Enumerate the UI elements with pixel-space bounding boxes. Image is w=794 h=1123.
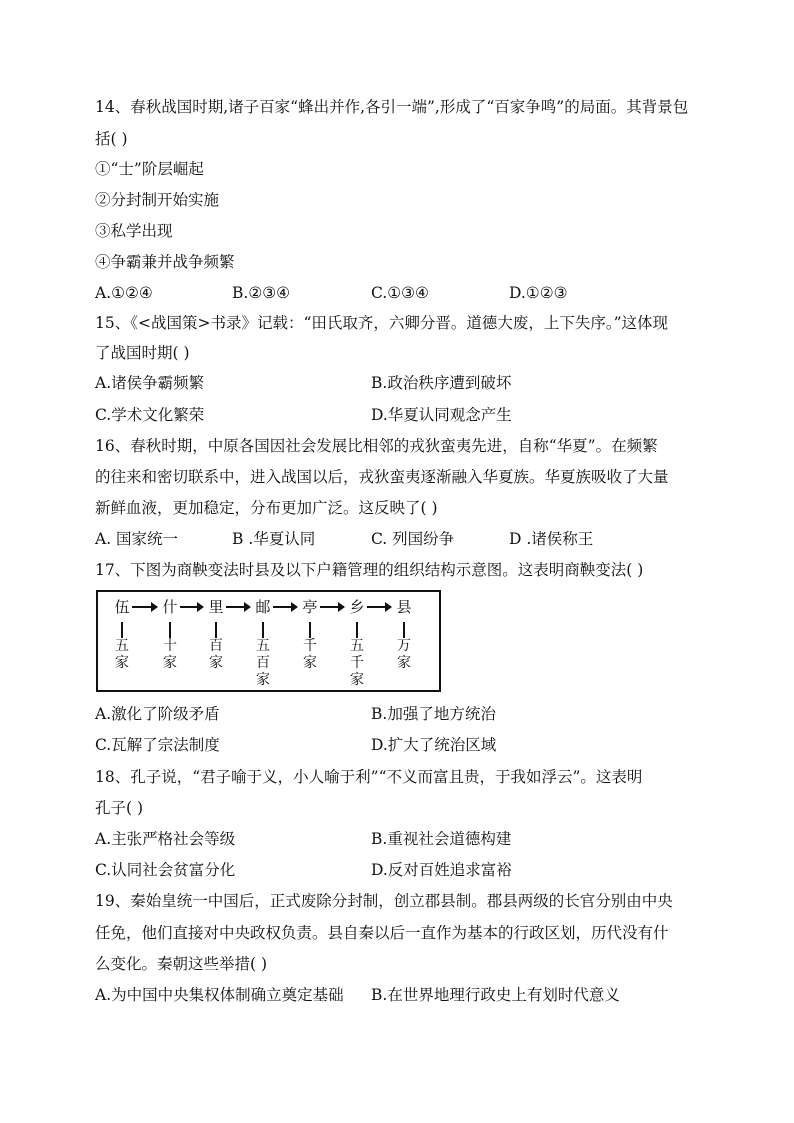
q16-stem-line1: 16、春秋时期，中原各国因社会发展比相邻的戎狄蛮夷先进，自称“华夏”。在频繁 — [95, 437, 658, 455]
diagram-arrow-3 — [226, 606, 245, 608]
q14-item-1: ①“士”阶层崛起 — [95, 160, 204, 178]
diagram-node-ting: 亭 — [302, 598, 318, 616]
q19-stem-line1: 19、秦始皇统一中国后，正式废除分封制，创立郡县制。郡县两级的长官分别由中央 — [95, 892, 673, 910]
q18-option-d[interactable]: D.反对百姓追求富裕 — [371, 861, 512, 879]
diagram-node-xiang: 乡 — [349, 598, 365, 616]
q16-option-d[interactable]: D .诸侯称王 — [509, 530, 594, 548]
q17-option-a[interactable]: A.激化了阶级矛盾 — [95, 705, 220, 723]
q16-option-c[interactable]: C. 列国纷争 — [371, 530, 455, 548]
diagram-stem-3 — [215, 622, 217, 638]
q15-option-b[interactable]: B.政治秩序遭到破坏 — [371, 374, 512, 392]
diagram-arrow-1 — [132, 606, 152, 608]
q15-option-c[interactable]: C.学术文化繁荣 — [95, 406, 205, 424]
q14-item-4: ④争霸兼并战争频繁 — [95, 253, 235, 271]
q14-option-d[interactable]: D.①②③ — [509, 284, 568, 302]
diagram-arrow-5 — [320, 606, 339, 608]
q15-option-a[interactable]: A.诸侯争霸频繁 — [95, 374, 205, 392]
diagram-stem-2 — [169, 622, 171, 638]
q17-stem-line1: 17、下图为商鞅变法时县及以下户籍管理的组织结构示意图。这表明商鞅变法( ) — [95, 561, 644, 579]
diagram-arrow-2 — [180, 606, 198, 608]
q15-option-d[interactable]: D.华夏认同观念产生 — [371, 406, 512, 424]
q19-option-a[interactable]: A.为中国中央集权体制确立奠定基础 — [95, 986, 344, 1004]
q14-stem-line1: 14、春秋战国时期,诸子百家“蜂出并作,各引一端”,形成了“百家争鸣”的局面。其背景包 — [95, 98, 689, 116]
diagram-node-xian: 县 — [396, 598, 412, 616]
q14-item-3: ③私学出现 — [95, 222, 173, 240]
diagram-households-li: 百 家 — [209, 638, 223, 671]
diagram-arrow-6 — [367, 606, 386, 608]
q14-option-c[interactable]: C.①③④ — [371, 284, 429, 302]
diagram-node-shi: 什 — [162, 598, 178, 616]
diagram-households-ting: 千 家 — [303, 638, 317, 671]
q16-stem-line3: 新鲜血液，更加稳定，分布更加广泛。这反映了( ) — [95, 499, 438, 517]
q14-item-2: ②分封制开始实施 — [95, 191, 220, 209]
diagram-stem-5 — [309, 622, 311, 638]
diagram-node-wu: 伍 — [114, 598, 130, 616]
diagram-households-wu: 五 家 — [115, 638, 129, 671]
diagram-households-xiang: 五 千 家 — [350, 638, 364, 688]
diagram-node-li: 里 — [208, 598, 224, 616]
q18-stem-line1: 18、孔子说，“君子喻于义，小人喻于利”“不义而富且贵，于我如浮云”。这表明 — [95, 768, 643, 786]
q14-option-b[interactable]: B.②③④ — [232, 284, 291, 302]
diagram-arrow-4 — [273, 606, 292, 608]
diagram-stem-7 — [403, 622, 405, 638]
q18-option-a[interactable]: A.主张严格社会等级 — [95, 830, 236, 848]
q16-option-b[interactable]: B .华夏认同 — [232, 530, 316, 548]
diagram-households-you: 五 百 家 — [256, 638, 270, 688]
q16-stem-line2: 的往来和密切联系中，进入战国以后，戎狄蛮夷逐渐融入华夏族。华夏族吸收了大量 — [95, 468, 669, 486]
q18-option-b[interactable]: B.重视社会道德构建 — [371, 830, 512, 848]
q19-stem-line2: 任免，他们直接对中央政权负责。县自秦以后一直作为基本的行政区划，历代没有什 — [95, 924, 669, 942]
q17-option-d[interactable]: D.扩大了统治区域 — [371, 736, 497, 754]
diagram-stem-4 — [262, 622, 264, 638]
diagram-households-xian: 万 家 — [397, 638, 411, 671]
q19-stem-line3: 么变化。秦朝这些举措( ) — [95, 955, 268, 973]
q15-stem-line1: 15、《<战国策>书录》记载：“田氏取齐，六卿分晋。道德大废，上下失序。”这体现 — [95, 314, 669, 332]
diagram-households-shi: 十 家 — [163, 638, 177, 671]
q17-option-b[interactable]: B.加强了地方统治 — [371, 705, 496, 723]
q15-stem-line2: 了战国时期( ) — [95, 344, 190, 362]
diagram-stem-6 — [356, 622, 358, 638]
q14-stem-line2: 括( ) — [95, 130, 128, 148]
q14-option-a[interactable]: A.①②④ — [95, 284, 153, 302]
q18-stem-line2: 孔子( ) — [95, 799, 144, 817]
diagram-node-you: 邮 — [255, 598, 271, 616]
household-structure-diagram — [96, 590, 441, 692]
diagram-stem-1 — [121, 622, 123, 638]
q18-option-c[interactable]: C.认同社会贫富分化 — [95, 861, 236, 879]
q19-option-b[interactable]: B.在世界地理行政史上有划时代意义 — [371, 986, 620, 1004]
q16-option-a[interactable]: A. 国家统一 — [95, 530, 179, 548]
q17-option-c[interactable]: C.瓦解了宗法制度 — [95, 736, 220, 754]
